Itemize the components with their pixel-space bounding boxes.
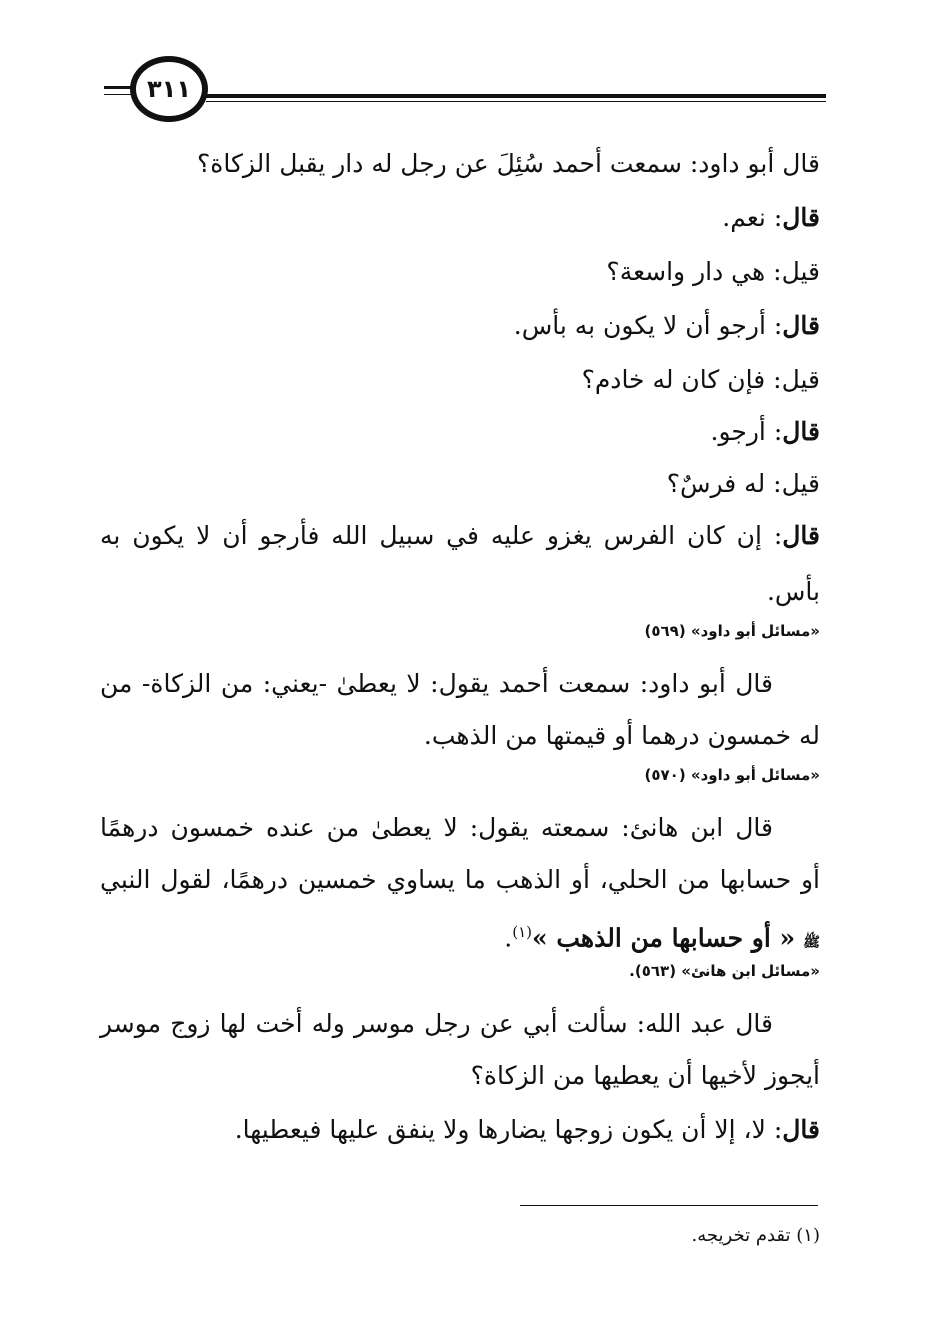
speaker-label: قال [782,521,820,550]
text-line: قال: إن كان الفرس يغزو عليه في سبيل الله فأرجو أن لا يكون به [100,521,820,550]
speaker-label: قال [782,1115,820,1144]
speaker-label: قيل [781,257,820,286]
text-line: أو حسابها من الحلي، أو الذهب ما يساوي خمسين درهمًا، لقول النبي [100,865,820,894]
speaker-label: قال [782,203,820,232]
footnote-separator [520,1205,818,1206]
header-rule-right [206,94,826,98]
source-reference: «مسائل ابن هانئ» (٥٦٣). [629,962,820,980]
text-line: قال عبد الله: سألت أبي عن رجل موسر وله أخت لها زوج موسر [100,1009,773,1038]
text-line: قال أبو داود: سمعت أحمد يقول: لا يعطىٰ -يعني: من الزكاة- من [100,669,773,698]
text-line: قال: أرجو. [710,417,820,446]
text-line: ﷺ « أو حسابها من الذهب »$^{(١)}$. [504,923,820,953]
footnote [692,1222,820,1250]
text-line: قال: أرجو أن لا يكون به بأس. [513,311,820,340]
text-line: قيل: هي دار واسعة؟ [606,257,820,286]
footnote-number: (١) [796,1225,820,1246]
text-line: قال: لا، إلا أن يكون زوجها يضارها ولا ينفق عليها فيعطيها. [234,1115,820,1144]
text-line: قال أبو داود: سمعت أحمد سُئِلَ عن رجل له دار يقبل الزكاة؟ [197,149,820,178]
text-line: قيل: له فرسٌ؟ [666,469,820,498]
text-line: له خمسون درهما أو قيمتها من الذهب. [423,721,820,750]
page-number: ٣١١ [147,75,191,103]
header-rule-right-thin [206,101,826,102]
speaker-label: قيل [781,469,820,498]
source-reference: «مسائل أبو داود» (٥٦٩) [644,622,820,640]
salla-honorific: ﷺ [803,934,820,951]
text-line: قيل: فإن كان له خادم؟ [581,365,820,394]
source-reference: «مسائل أبو داود» (٥٧٠) [644,766,820,784]
speaker-label: قيل [781,365,820,394]
footnote-text: تقدم تخريجه. [691,1225,791,1246]
text-line: قال ابن هانئ: سمعته يقول: لا يعطىٰ من عنده خمسون درهمًا [100,813,773,842]
footnote-marker: (١) [512,923,533,941]
hadith-quote: « أو حسابها من الذهب » [532,923,796,953]
text-line: بأس. [766,577,820,606]
page-number-badge [130,56,208,122]
text-line: قال: نعم. [722,203,820,232]
speaker-label: قال [782,311,820,340]
speaker-label: قال [782,417,820,446]
text-line: أيجوز لأخيها أن يعطيها من الزكاة؟ [470,1061,820,1090]
